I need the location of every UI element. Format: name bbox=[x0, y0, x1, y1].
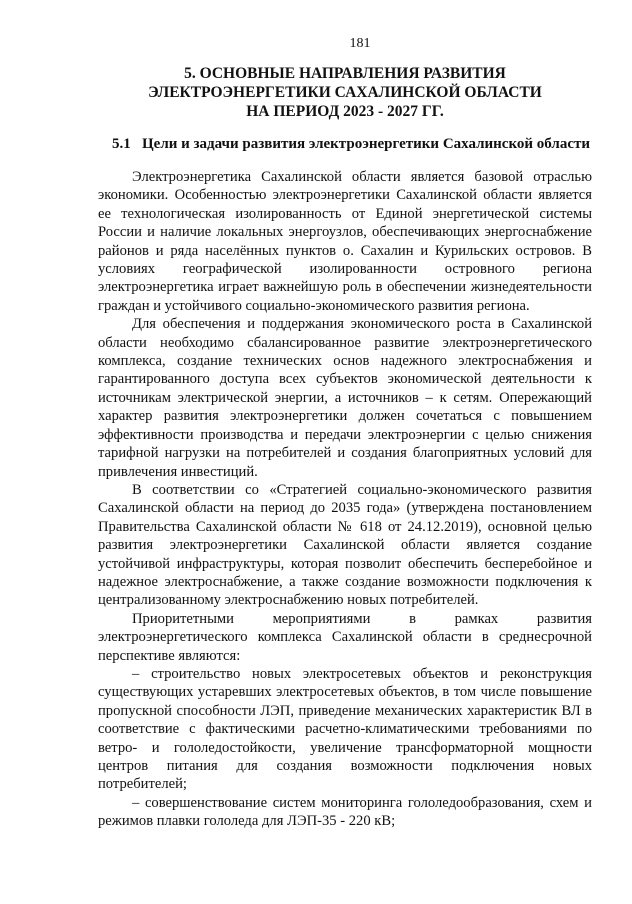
section-title bbox=[98, 64, 592, 121]
subsection-heading bbox=[112, 135, 592, 154]
subsection-number: 5.1 bbox=[112, 136, 131, 152]
list-item: – строительство новых электросетевых объектов и реконструкция существующих устаревших электросетевых объектов, в том числе повышение пропускной способности ЛЭП, приведение механических характеристик ВЛ в соответствие с фактическими расчетно-климатическими требованиями по ветро- и гололедостойкости, увеличение трансформаторной мощности центров питания для создания возможности подключения новых потребителей; bbox=[98, 665, 592, 793]
paragraph: Электроэнергетика Сахалинской области является базовой отраслью экономики. Особенностью электроэнергетики Сахалинской области является ее технологическая изолированность от Единой энергетической системы России и наличие локальных энергоузлов, обеспечивающих энергоснабжение районов и ряда населённых пунктов о. Сахалин и Курильских островов. В условиях географической изолированности островного региона электроэнергетика играет важнейшую роль в обеспечении жизнедеятельности граждан и устойчивого социально-экономического развития региона. bbox=[98, 169, 592, 314]
section-title-line-1: 5. ОСНОВНЫЕ НАПРАВЛЕНИЯ РАЗВИТИЯ bbox=[184, 65, 506, 82]
paragraph: Приоритетными мероприятиями в рамках развития электроэнергетического комплекса Сахалинской области в среднесрочной перспективе являются: bbox=[98, 610, 592, 664]
page-number: 181 bbox=[349, 36, 371, 51]
section-title-line-2: ЭЛЕКТРОЭНЕРГЕТИКИ САХАЛИНСКОЙ ОБЛАСТИ bbox=[148, 84, 542, 101]
section-title-line-3: НА ПЕРИОД 2023 - 2027 ГГ. bbox=[246, 103, 444, 120]
subsection-title: Цели и задачи развития электроэнергетики Сахалинской области bbox=[142, 136, 591, 152]
paragraph: Для обеспечения и поддержания экономического роста в Сахалинской области необходимо сбалансированное развитие электроэнергетического комплекса, создание технических основ надежного электроснабжения и гарантированного доступа всех субъектов экономической деятельности к источникам электрической энергии, а источников – к сетям. Опережающий характер развития электроэнергетики должен сочетаться с повышением эффективности производства и передачи электроэнергии с целью снижения тарифной нагрузки на потребителей и создания благоприятных условий для привлечения инвестиций. bbox=[98, 316, 592, 480]
list-item: – совершенствование систем мониторинга гололедообразования, схем и режимов плавки гололеда для ЛЭП-35 - 220 кВ; bbox=[98, 794, 592, 830]
paragraph: В соответствии со «Стратегией социально-экономического развития Сахалинской области на период до 2035 года» (утверждена постановлением Правительства Сахалинской области № 618 от 24.12.2019), основной целью развития электроэнергетики Сахалинской области является создание устойчивой инфраструктуры, которая позволит обеспечить бесперебойное и надежное электроснабжение, а также создание возможности подключения к централизованному электроснабжению новых потребителей. bbox=[98, 481, 592, 609]
body-text bbox=[98, 168, 592, 831]
